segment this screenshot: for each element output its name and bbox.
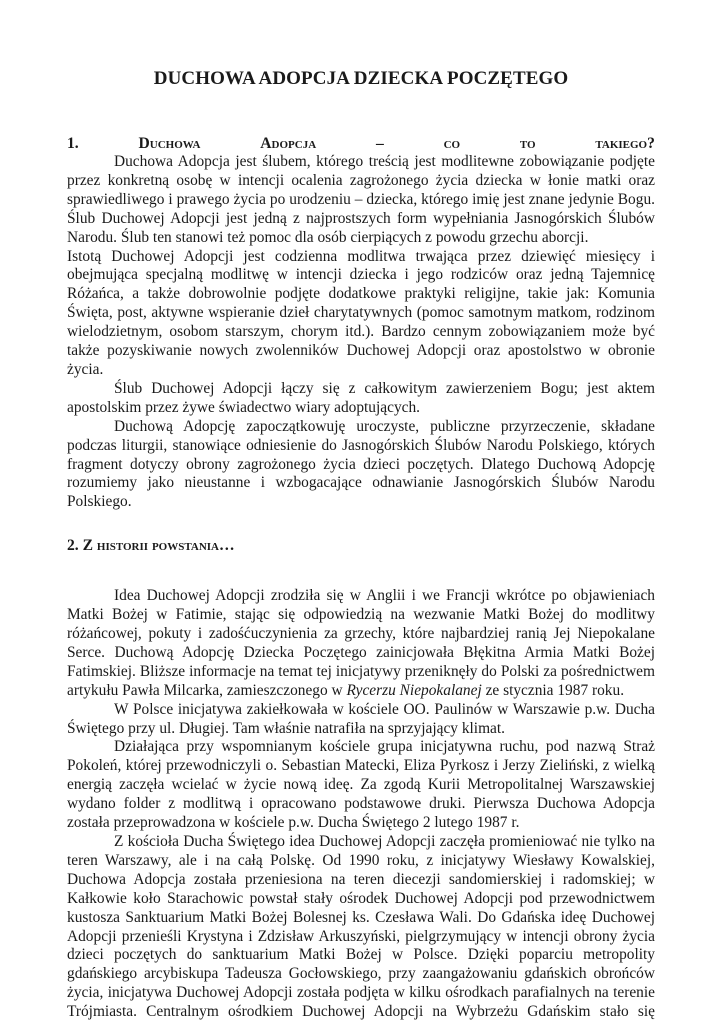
paragraph: Duchową Adopcję zapoczątkowuję uroczyste, publiczne przyrzeczenie, składane podczas liturgii, stanowiące odniesienie do Jasnogórskich Ślubów Narodu Polskiego, których fragment dotyczy obrony zagrożonego życia dzieci poczętych. Dlatego Duchową Adopcję rozumiemy jako nieustanne i wzbogacające odnawianie Jasnogórskich Ślubów Narodu Polskiego. — [67, 417, 655, 511]
spacer — [67, 555, 655, 587]
heading-part: 1. — [67, 135, 79, 152]
heading-part: – — [375, 135, 384, 152]
paragraph-text: Idea Duchowej Adopcji zrodziła się w Anglii i we Francji wkrótce po objawieniach Matki Bożej w Fatimie, stając się odpowiedzią na wezwanie Matki Bożej do modlitwy różańcowej, pokuty i zadośćuczynienia za grzechy, które najbardziej ranią Jej Niepokalane Serce. Duchową Adopcję Dziecka Poczętego zainicjowała Błękitna Armia Matki Bożej Fatimskiej. Bliższe informacje na temat tej inicjatywy przeniknęły do Polski za pośrednictwem artykułu Pawła Milcarka, zamieszczonego w — [67, 587, 655, 699]
paragraph: Działająca przy wspomnianym kościele grupa inicjatywna ruchu, pod nazwą Straż Pokoleń, której przewodniczyli o. Sebastian Matecki, Eliza Pyrkosz i Jerzy Zieliński, z wielką energią zaczęła wcielać w życie nową ideę. Za zgodą Kurii Metropolitalnej Warszawskiej wydano folder z modlitwą i opracowano podstawowe druki. Pierwsza Duchowa Adopcja została przeprowadzona w kościele p.w. Ducha Świętego 2 lutego 1987 r. — [67, 738, 655, 832]
heading-part: Adopcja — [260, 135, 317, 152]
paragraph: Ślub Duchowej Adopcji łączy się z całkowitym zawierzeniem Bogu; jest aktem apostolskim przez żywe świadectwo wiary adoptujących. — [67, 379, 655, 416]
heading-part: co — [443, 135, 461, 152]
page-title: DUCHOWA ADOPCJA DZIECKA POCZĘTEGO — [153, 68, 569, 89]
paragraph-text: ze stycznia 1987 roku. — [485, 681, 625, 699]
section-1-heading — [67, 134, 655, 153]
paragraph: Duchowa Adopcja jest ślubem, którego treścią jest modlitewne zobowiązanie podjęte przez konkretną osobę w intencji ocalenia zagrożonego życia dziecka w łonie matki oraz sprawiedliwego i prawego życia po urodzeniu – dziecka, którego imię jest znane jedynie Bogu. Ślub Duchowej Adopcji jest jedną z najprostszych form wypełniania Jasnogórskich Ślubów Narodu. Ślub ten stanowi też pomoc dla osób cierpiących z powodu grzechu aborcji. — [67, 153, 655, 246]
heading-part: Duchowa — [138, 135, 201, 152]
heading-part: to — [519, 135, 536, 152]
paragraph: Istotą Duchowej Adopcji jest codzienna modlitwa trwająca przez dziewięć miesięcy i obejmująca specjalną modlitwę w intencji dziecka i jego rodziców oraz jedną Tajemnicę Różańca, a także dobrowolnie podjęte dodatkowe praktyki religijne, takie jak: Komunia Święta, post, aktywne wspieranie dzieł charytatywnych (pomoc samotnym matkom, rodzinom wielodzietnym, osobom starszym, chorym itd.). Bardzo cennym zobowiązaniem może być także pozyskiwanie nowych zwolenników Duchowej Adopcji oraz apostolstwo w obronie życia. — [67, 247, 655, 378]
section-2-heading — [67, 536, 655, 555]
heading-number: 2. Z — [67, 537, 93, 555]
paragraph: Z kościoła Ducha Świętego idea Duchowej Adopcji zaczęła promieniować nie tylko na teren Warszawy, ale i na całą Polskę. Od 1990 roku, z inicjatywy Wiesławy Kowalskiej, Duchowa Adopcja została przeniesiona na teren diecezji sandomierskiej i radomskiej; w Kałkowie koło Starachowic powstał stały ośrodek Duchowej Adopcji pod przewodnictwem kustosza Sanktuarium Matki Bożej Bolesnej ks. Czesława Wali. Do Gdańska ideę Duchowej Adopcji przenieśli Krystyna i Zdzisław Arkuszyński, pielgrzymujący w intencji obrony życia dzieci poczętych do sanktuarium Matki Bożej w Polsce. Dzięki poparciu metropolity gdańskiego arcybiskupa Tadeusza Gocłowskiego, przy zaangażowaniu gdańskich obrońców życia, inicjatywa Duchowej Adopcji została podjęta w kilku ośrodkach parafialnych na terenie Trójmiasta. Centralnym ośrodkiem Duchowej Adopcji na Wybrzeżu Gdańskim stało się — [67, 833, 655, 1021]
publication-title: Rycerzu Niepokalanej — [346, 681, 482, 699]
paragraph: W Polsce inicjatywa zakiełkowała w kościele OO. Paulinów w Warszawie p.w. Ducha Świętego przy ul. Długiej. Tam właśnie natrafiła na sprzyjający klimat. — [67, 700, 655, 737]
heading-part: takiego? — [595, 135, 655, 152]
document-page — [67, 0, 655, 1022]
paragraph — [67, 587, 655, 700]
heading-text: historii powstania… — [96, 537, 235, 555]
